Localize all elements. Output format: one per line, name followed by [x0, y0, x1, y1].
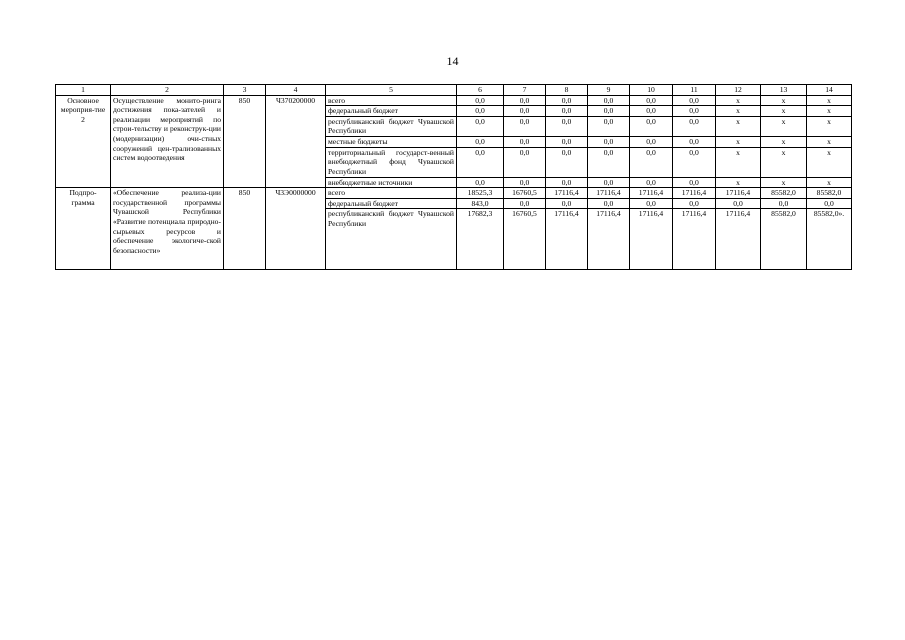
measure-description: «Обеспечение реализа-ции государственной программы Чувашской Республики «Развитие потенциала природно-сырьевых ресурсов и обеспечение экологиче-ской безопасности»	[111, 188, 224, 270]
amount-cell: 0,0	[630, 136, 673, 147]
header-cell-2: 2	[111, 85, 224, 96]
amount-cell: 0,0	[546, 198, 588, 209]
amount-cell: х	[761, 136, 807, 147]
section-label: Подпро-грамма	[56, 188, 111, 270]
funding-source: всего	[326, 188, 457, 199]
header-cell-9: 9	[588, 85, 630, 96]
header-cell-12: 12	[716, 85, 761, 96]
amount-cell: 0,0	[630, 116, 673, 136]
amount-cell: 0,0	[630, 95, 673, 106]
amount-cell: 17116,4	[630, 188, 673, 199]
budget-class-code: Ч370200000	[266, 95, 326, 188]
amount-cell: 0,0	[673, 95, 716, 106]
amount-cell: х	[761, 147, 807, 177]
funding-source: внебюджетные источники	[326, 177, 457, 188]
funding-source: всего	[326, 95, 457, 106]
amount-cell: 0,0	[546, 95, 588, 106]
amount-cell: 85582,0	[807, 188, 852, 199]
header-cell-8: 8	[546, 85, 588, 96]
amount-cell: 0,0	[546, 116, 588, 136]
amount-cell: х	[807, 136, 852, 147]
amount-cell: 0,0	[546, 177, 588, 188]
amount-cell: 0,0	[457, 116, 504, 136]
header-cell-14: 14	[807, 85, 852, 96]
amount-cell: 0,0	[504, 116, 546, 136]
funding-source: республиканский бюджет Чувашской Республики	[326, 209, 457, 270]
amount-cell: 0,0	[504, 177, 546, 188]
amount-cell: 0,0	[457, 177, 504, 188]
funding-source: федеральный бюджет	[326, 106, 457, 117]
amount-cell: 0,0	[761, 198, 807, 209]
amount-cell: х	[716, 177, 761, 188]
amount-cell: 0,0	[504, 147, 546, 177]
amount-cell: х	[716, 116, 761, 136]
amount-cell: 0,0	[457, 136, 504, 147]
amount-cell: 17116,4	[716, 209, 761, 270]
header-cell-7: 7	[504, 85, 546, 96]
amount-cell: 0,0	[457, 147, 504, 177]
ministry-code: 850	[224, 188, 266, 270]
amount-cell: 0,0	[588, 136, 630, 147]
amount-cell: 0,0	[673, 177, 716, 188]
header-cell-10: 10	[630, 85, 673, 96]
measure-description: Осуществление монито-ринга достижения пока-зателей и реализации мероприятий по строи-тельству и реконструк-ции (модернизации) очи-стных сооружений цен-трализованных систем водоотведения	[111, 95, 224, 188]
amount-cell: 0,0	[504, 106, 546, 117]
header-cell-1: 1	[56, 85, 111, 96]
amount-cell: 0,0	[588, 106, 630, 117]
amount-cell: х	[807, 106, 852, 117]
amount-cell: 17116,4	[588, 209, 630, 270]
amount-cell: 0,0	[673, 147, 716, 177]
amount-cell: 0,0	[630, 177, 673, 188]
budget-class-code: Ч3Э0000000	[266, 188, 326, 270]
header-cell-11: 11	[673, 85, 716, 96]
amount-cell: 0,0	[588, 177, 630, 188]
amount-cell: 0,0	[588, 116, 630, 136]
amount-cell: 17116,4	[673, 188, 716, 199]
amount-cell: 0,0	[504, 95, 546, 106]
amount-cell: 17116,4	[588, 188, 630, 199]
header-cell-6: 6	[457, 85, 504, 96]
amount-cell: х	[807, 116, 852, 136]
block1-row	[56, 95, 852, 106]
amount-cell: х	[761, 106, 807, 117]
amount-cell: 16760,5	[504, 188, 546, 199]
amount-cell: 85582,0	[761, 188, 807, 199]
amount-cell: 85582,0».	[807, 209, 852, 270]
funding-source: республиканский бюджет Чувашской Республики	[326, 116, 457, 136]
amount-cell: 0,0	[588, 147, 630, 177]
amount-cell: 0,0	[673, 136, 716, 147]
amount-cell: 0,0	[807, 198, 852, 209]
amount-cell: 17116,4	[546, 209, 588, 270]
header-cell-4: 4	[266, 85, 326, 96]
amount-cell: 0,0	[457, 106, 504, 117]
amount-cell: х	[716, 106, 761, 117]
amount-cell: 0,0	[673, 116, 716, 136]
header-cell-3: 3	[224, 85, 266, 96]
budget-table	[55, 84, 852, 270]
amount-cell: х	[716, 95, 761, 106]
amount-cell: 85582,0	[761, 209, 807, 270]
section-label: Основное мероприя-тие 2	[56, 95, 111, 188]
amount-cell: 0,0	[457, 95, 504, 106]
ministry-code: 850	[224, 95, 266, 188]
amount-cell: х	[761, 177, 807, 188]
amount-cell: 0,0	[588, 198, 630, 209]
amount-cell: 0,0	[630, 198, 673, 209]
amount-cell: х	[807, 147, 852, 177]
amount-cell: х	[716, 147, 761, 177]
amount-cell: 18525,3	[457, 188, 504, 199]
amount-cell: 17116,4	[546, 188, 588, 199]
amount-cell: 0,0	[546, 106, 588, 117]
amount-cell: х	[716, 136, 761, 147]
header-cell-13: 13	[761, 85, 807, 96]
header-cell-5: 5	[326, 85, 457, 96]
amount-cell: 0,0	[504, 198, 546, 209]
amount-cell: 17116,4	[630, 209, 673, 270]
amount-cell: 0,0	[546, 136, 588, 147]
amount-cell: 0,0	[630, 106, 673, 117]
funding-source: территориальный государст-венный внебюджетный фонд Чувашской Республики	[326, 147, 457, 177]
amount-cell: 17682,3	[457, 209, 504, 270]
amount-cell: 0,0	[588, 95, 630, 106]
amount-cell: 0,0	[673, 106, 716, 117]
amount-cell: 16760,5	[504, 209, 546, 270]
amount-cell: 0,0	[716, 198, 761, 209]
header-row	[56, 85, 852, 96]
amount-cell: х	[807, 177, 852, 188]
funding-source: федеральный бюджет	[326, 198, 457, 209]
page-number: 14	[446, 54, 459, 68]
amount-cell: х	[761, 116, 807, 136]
funding-source: местные бюджеты	[326, 136, 457, 147]
amount-cell: 0,0	[630, 147, 673, 177]
block2-row	[56, 188, 852, 199]
amount-cell: х	[761, 95, 807, 106]
amount-cell: 17116,4	[716, 188, 761, 199]
amount-cell: 0,0	[504, 136, 546, 147]
amount-cell: 843,0	[457, 198, 504, 209]
amount-cell: 17116,4	[673, 209, 716, 270]
amount-cell: 0,0	[546, 147, 588, 177]
amount-cell: х	[807, 95, 852, 106]
amount-cell: 0,0	[673, 198, 716, 209]
